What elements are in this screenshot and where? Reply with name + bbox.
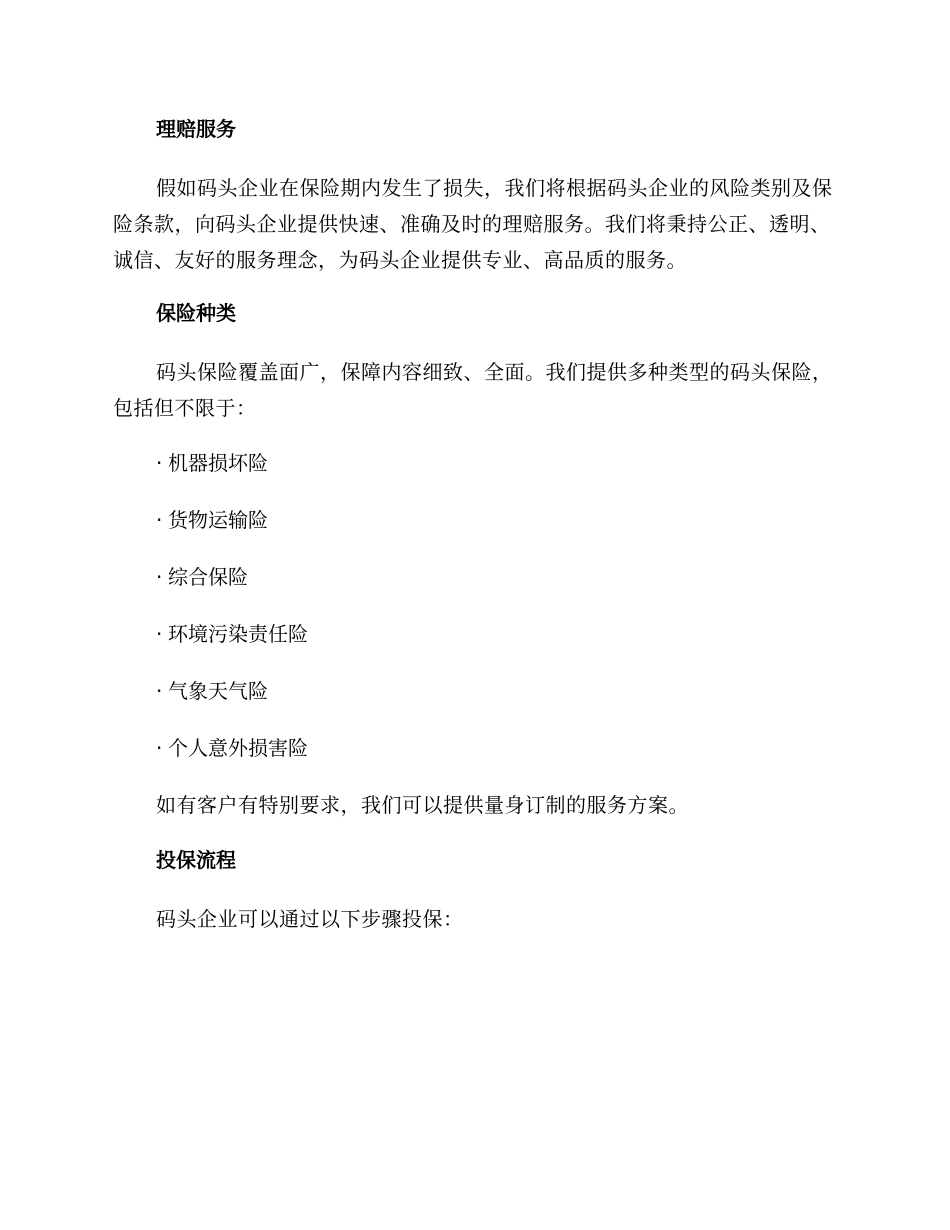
list-item — [113, 445, 835, 481]
bullet-icon: · — [156, 508, 163, 532]
list-item-label: 机器损坏险 — [168, 451, 268, 475]
document-content — [113, 113, 835, 958]
list-item — [113, 502, 835, 538]
bullet-icon: · — [156, 622, 163, 646]
bullet-icon: · — [156, 451, 163, 475]
list-item — [113, 559, 835, 595]
list-item — [113, 730, 835, 766]
bullet-icon: · — [156, 679, 163, 703]
process-paragraph: 码头企业可以通过以下步骤投保： — [156, 907, 464, 931]
list-item-label: 环境污染责任险 — [168, 622, 308, 646]
bullet-icon: · — [156, 736, 163, 760]
list-item-label: 气象天气险 — [168, 679, 268, 703]
section-heading-types: 保险种类 — [156, 301, 236, 325]
list-item-label: 综合保险 — [168, 565, 248, 589]
list-item — [113, 673, 835, 709]
claims-paragraph: 假如码头企业在保险期内发生了损失，我们将根据码头企业的风险类别及保险条款，向码头企业提供快速、准确及时的理赔服务。我们将秉持公正、透明、诚信、友好的服务理念，为码头企业提供专业、高品质的服务。 — [113, 176, 833, 272]
list-item-label: 个人意外损害险 — [168, 736, 308, 760]
bullet-icon: · — [156, 565, 163, 589]
types-paragraph: 码头保险覆盖面广，保障内容细致、全面。我们提供多种类型的码头保险，包括但不限于： — [113, 360, 833, 420]
list-item — [113, 616, 835, 652]
custom-plan-note: 如有客户有特别要求，我们可以提供量身订制的服务方案。 — [156, 793, 689, 817]
section-heading-process: 投保流程 — [156, 848, 236, 872]
insurance-types-list — [113, 445, 835, 766]
section-heading-claims: 理赔服务 — [156, 117, 236, 141]
list-item-label: 货物运输险 — [168, 508, 268, 532]
